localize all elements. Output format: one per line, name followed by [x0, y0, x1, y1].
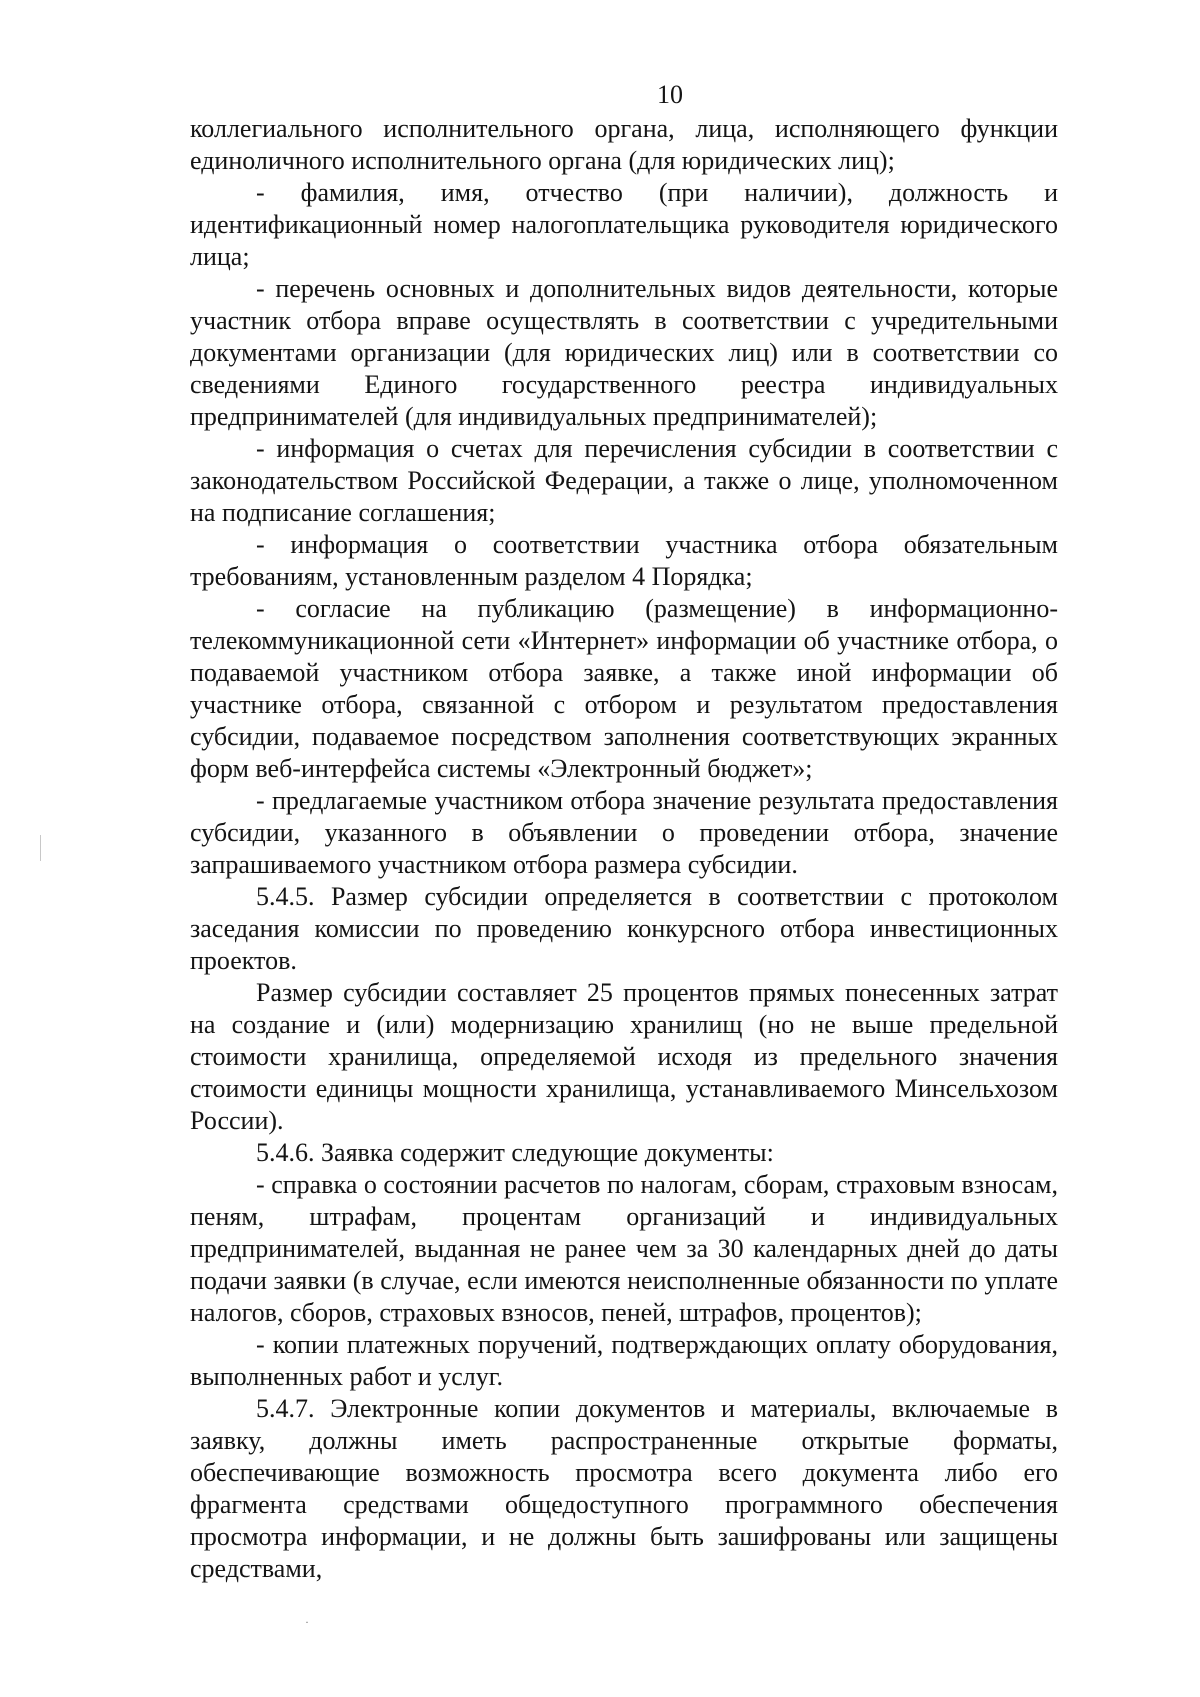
scan-margin-mark — [40, 835, 41, 861]
document-body — [190, 113, 1058, 1585]
paragraph-5-4-5: 5.4.5. Размер субсидии определяется в соответствии с протоколом заседания комиссии по проведению конкурсного отбора инвестиционных проектов. — [190, 882, 1058, 975]
paragraph-publication-consent: - согласие на публикацию (размещение) в информационно-телекоммуникационной сети «Интернет» информации об участнике отбора, о подаваемой участником отбора заявке, а также иной информации об участнике отбора, связанной с отбором и результатом предоставления субсидии, подаваемое посредством заполнения соответствующих экранных форм веб-интерфейса системы «Электронный бюджет»; — [190, 594, 1058, 783]
paragraph-payment-orders: - копии платежных поручений, подтверждающих оплату оборудования, выполненных работ и услуг. — [190, 1330, 1058, 1391]
paragraph-5-4-6: 5.4.6. Заявка содержит следующие документы: — [256, 1138, 774, 1167]
paragraph-bank-accounts: - информация о счетах для перечисления субсидии в соответствии с законодательством Российской Федерации, а также о лице, уполномоченном на подписание соглашения; — [190, 434, 1058, 527]
paragraph-tax-certificate: - справка о состоянии расчетов по налогам, сборам, страховым взносам, пеням, штрафам, процентам организаций и индивидуальных предпринимателей, выданная не ранее чем за 30 календарных дней до даты подачи заявки (в случае, если имеются неисполненные обязанности по уплате налогов, сборов, страховых взносов, пеней, штрафов, процентов); — [190, 1170, 1058, 1327]
page-number: 10 — [657, 80, 683, 109]
paragraph-subsidy-size: Размер субсидии составляет 25 процентов прямых понесенных затрат на создание и (или) модернизацию хранилищ (но не выше предельной стоимости хранилища, определяемой исходя из предельного значения стоимости единицы мощности хранилища, устанавливаемого Минсельхозом России). — [190, 978, 1058, 1135]
paragraph-manager-name-inn: - фамилия, имя, отчество (при наличии), должность и идентификационный номер налогоплательщика руководителя юридического лица; — [190, 178, 1058, 271]
paragraph-compliance-info: - информация о соответствии участника отбора обязательным требованиям, установленным разделом 4 Порядка; — [190, 530, 1058, 591]
paragraph-executive-body-continuation: коллегиального исполнительного органа, лица, исполняющего функции единоличного исполнительного органа (для юридических лиц); — [190, 114, 1058, 175]
scan-speck: · — [305, 1615, 309, 1629]
paragraph-activity-list: - перечень основных и дополнительных видов деятельности, которые участник отбора вправе осуществлять в соответствии с учредительными документами организации (для юридических лиц) или в соответствии со сведениями Единого государственного реестра индивидуальных предпринимателей (для индивидуальных предпринимателей); — [190, 274, 1058, 431]
paragraph-proposed-result: - предлагаемые участником отбора значение результата предоставления субсидии, указанного в объявлении о проведении отбора, значение запрашиваемого участником отбора размера субсидии. — [190, 786, 1058, 879]
paragraph-5-4-7: 5.4.7. Электронные копии документов и материалы, включаемые в заявку, должны иметь распространенные открытые форматы, обеспечивающие возможность просмотра всего документа либо его фрагмента средствами общедоступного программного обеспечения просмотра информации, и не должны быть зашифрованы или защищены средствами, — [190, 1394, 1058, 1583]
